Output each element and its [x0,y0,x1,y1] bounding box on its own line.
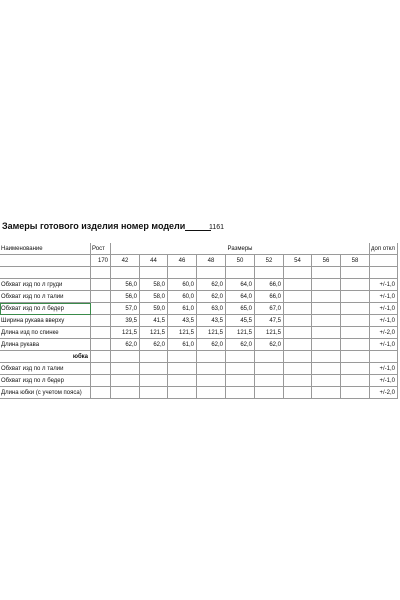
value-cell[interactable] [140,375,168,387]
value-cell[interactable] [168,375,197,387]
value-cell[interactable]: 61,0 [168,303,197,315]
value-cell[interactable] [140,363,168,375]
size-header-cell[interactable]: 44 [140,255,168,267]
value-cell[interactable] [312,303,341,315]
empty-cell[interactable] [91,387,111,399]
header-blank-cell[interactable] [0,255,91,267]
row-label-cell[interactable]: Длина юбки (с учетом пояса) [0,387,91,399]
value-cell[interactable]: 45,5 [226,315,255,327]
value-cell[interactable] [284,279,312,291]
tolerance-cell[interactable]: +/-2,0 [370,327,398,339]
empty-cell[interactable] [91,351,111,363]
empty-cell[interactable] [140,267,168,279]
value-cell[interactable]: 62,0 [197,339,226,351]
value-cell[interactable] [168,363,197,375]
value-cell[interactable] [197,363,226,375]
empty-cell[interactable] [91,267,111,279]
value-cell[interactable] [312,291,341,303]
value-cell[interactable] [284,315,312,327]
empty-cell[interactable] [168,267,197,279]
value-cell[interactable] [255,351,284,363]
value-cell[interactable] [168,351,197,363]
header-name-cell[interactable]: Наименование [0,243,91,255]
value-cell[interactable]: 62,0 [111,339,140,351]
row-label-cell[interactable]: Обхват изд по л талии [0,291,91,303]
empty-cell[interactable] [284,267,312,279]
size-header-cell[interactable]: 52 [255,255,284,267]
size-header-cell[interactable]: 58 [341,255,370,267]
row-label-cell[interactable]: Обхват изд по л талии [0,363,91,375]
value-cell[interactable] [341,375,370,387]
empty-cell[interactable] [255,267,284,279]
value-cell[interactable] [284,291,312,303]
value-cell[interactable] [341,387,370,399]
tolerance-cell[interactable]: +/-1,0 [370,279,398,291]
empty-cell[interactable] [370,267,398,279]
value-cell[interactable] [140,387,168,399]
model-number: 1161 [209,224,225,231]
tolerance-cell[interactable]: +/-1,0 [370,303,398,315]
value-cell[interactable] [111,363,140,375]
tolerance-cell[interactable]: +/-1,0 [370,375,398,387]
value-cell[interactable]: 62,0 [140,339,168,351]
value-cell[interactable] [226,387,255,399]
value-cell[interactable] [226,363,255,375]
header-tolerance-cell[interactable]: доп откл [370,243,398,255]
value-cell[interactable]: 66,0 [255,279,284,291]
tolerance-cell[interactable]: +/-1,0 [370,339,398,351]
empty-cell[interactable] [91,339,111,351]
value-cell[interactable]: 62,0 [197,279,226,291]
empty-cell[interactable] [91,375,111,387]
empty-cell[interactable] [341,267,370,279]
value-cell[interactable] [284,351,312,363]
value-cell[interactable] [312,387,341,399]
value-cell[interactable] [312,279,341,291]
value-cell[interactable] [312,315,341,327]
value-cell[interactable]: 121,5 [197,327,226,339]
value-cell[interactable]: 39,5 [111,315,140,327]
value-cell[interactable]: 57,0 [111,303,140,315]
value-cell[interactable]: 41,5 [140,315,168,327]
row-label-cell[interactable]: Обхват изд по л груди [0,279,91,291]
value-cell[interactable] [312,351,341,363]
value-cell[interactable] [284,303,312,315]
value-cell[interactable] [226,351,255,363]
value-cell[interactable] [284,375,312,387]
value-cell[interactable] [341,339,370,351]
value-cell[interactable] [341,315,370,327]
value-cell[interactable] [284,363,312,375]
size-header-cell[interactable]: 46 [168,255,197,267]
value-cell[interactable]: 64,0 [226,291,255,303]
value-cell[interactable]: 121,5 [168,327,197,339]
value-cell[interactable]: 62,0 [255,339,284,351]
value-cell[interactable]: 121,5 [226,327,255,339]
empty-cell[interactable] [91,279,111,291]
value-cell[interactable] [197,351,226,363]
value-cell[interactable]: 121,5 [255,327,284,339]
value-cell[interactable]: 65,0 [226,303,255,315]
empty-cell[interactable] [91,363,111,375]
value-cell[interactable] [284,327,312,339]
row-label-cell[interactable]: Длина рукава [0,339,91,351]
value-cell[interactable] [140,351,168,363]
value-cell[interactable] [312,363,341,375]
value-cell[interactable]: 63,0 [197,303,226,315]
value-cell[interactable] [341,351,370,363]
tolerance-cell[interactable]: +/-1,0 [370,363,398,375]
tolerance-cell[interactable]: +/-1,0 [370,291,398,303]
empty-cell[interactable] [91,303,111,315]
empty-cell[interactable] [91,327,111,339]
value-cell[interactable] [111,375,140,387]
row-label-cell[interactable]: Длина изд по спинке [0,327,91,339]
empty-cell[interactable] [91,315,111,327]
empty-cell[interactable] [197,267,226,279]
tolerance-cell[interactable] [370,351,398,363]
value-cell[interactable]: 62,0 [197,291,226,303]
value-cell[interactable] [111,351,140,363]
value-cell[interactable] [111,387,140,399]
value-cell[interactable] [197,387,226,399]
value-cell[interactable]: 67,0 [255,303,284,315]
value-cell[interactable] [255,387,284,399]
value-cell[interactable]: 56,0 [111,291,140,303]
value-cell[interactable] [312,375,341,387]
header-blank-cell[interactable] [370,255,398,267]
value-cell[interactable] [284,387,312,399]
value-cell[interactable]: 59,0 [140,303,168,315]
value-cell[interactable] [197,375,226,387]
header-sizes-cell[interactable]: Размеры [111,243,370,255]
value-cell[interactable]: 58,0 [140,279,168,291]
value-cell[interactable] [341,327,370,339]
value-cell[interactable]: 43,5 [168,315,197,327]
value-cell[interactable] [312,339,341,351]
value-cell[interactable]: 43,5 [197,315,226,327]
header-height-cell[interactable]: Рост [91,243,111,255]
value-cell[interactable] [341,291,370,303]
value-cell[interactable]: 121,5 [140,327,168,339]
value-cell[interactable]: 47,5 [255,315,284,327]
row-label-cell[interactable]: Обхват изд по л бедер [0,375,91,387]
size-header-cell[interactable]: 42 [111,255,140,267]
value-cell[interactable]: 64,0 [226,279,255,291]
tolerance-cell[interactable]: +/-1,0 [370,315,398,327]
value-cell[interactable]: 66,0 [255,291,284,303]
value-cell[interactable] [255,363,284,375]
value-cell[interactable] [226,375,255,387]
value-cell[interactable] [255,375,284,387]
value-cell[interactable]: 60,0 [168,279,197,291]
value-cell[interactable]: 56,0 [111,279,140,291]
size-header-cell[interactable]: 54 [284,255,312,267]
document-title: Замеры готового изделия номер модели [2,221,211,231]
value-cell[interactable] [341,303,370,315]
value-cell[interactable] [168,387,197,399]
section-label-cell[interactable]: юбка [0,351,91,363]
empty-cell[interactable] [226,267,255,279]
tolerance-cell[interactable]: +/-2,0 [370,387,398,399]
size-header-cell[interactable]: 50 [226,255,255,267]
value-cell[interactable] [312,327,341,339]
value-cell[interactable] [284,339,312,351]
value-cell[interactable]: 121,5 [111,327,140,339]
empty-cell[interactable] [91,291,111,303]
empty-cell[interactable] [0,267,91,279]
row-label-cell[interactable]: Обхват изд по л бедер [0,303,91,315]
size-header-cell[interactable]: 56 [312,255,341,267]
value-cell[interactable]: 60,0 [168,291,197,303]
value-cell[interactable] [341,279,370,291]
value-cell[interactable] [341,363,370,375]
value-cell[interactable]: 58,0 [140,291,168,303]
row-label-cell[interactable]: Ширина рукава вверху [0,315,91,327]
value-cell[interactable]: 61,0 [168,339,197,351]
empty-cell[interactable] [312,267,341,279]
height-value-cell[interactable]: 170 [91,255,111,267]
value-cell[interactable]: 62,0 [226,339,255,351]
empty-cell[interactable] [111,267,140,279]
size-header-cell[interactable]: 48 [197,255,226,267]
